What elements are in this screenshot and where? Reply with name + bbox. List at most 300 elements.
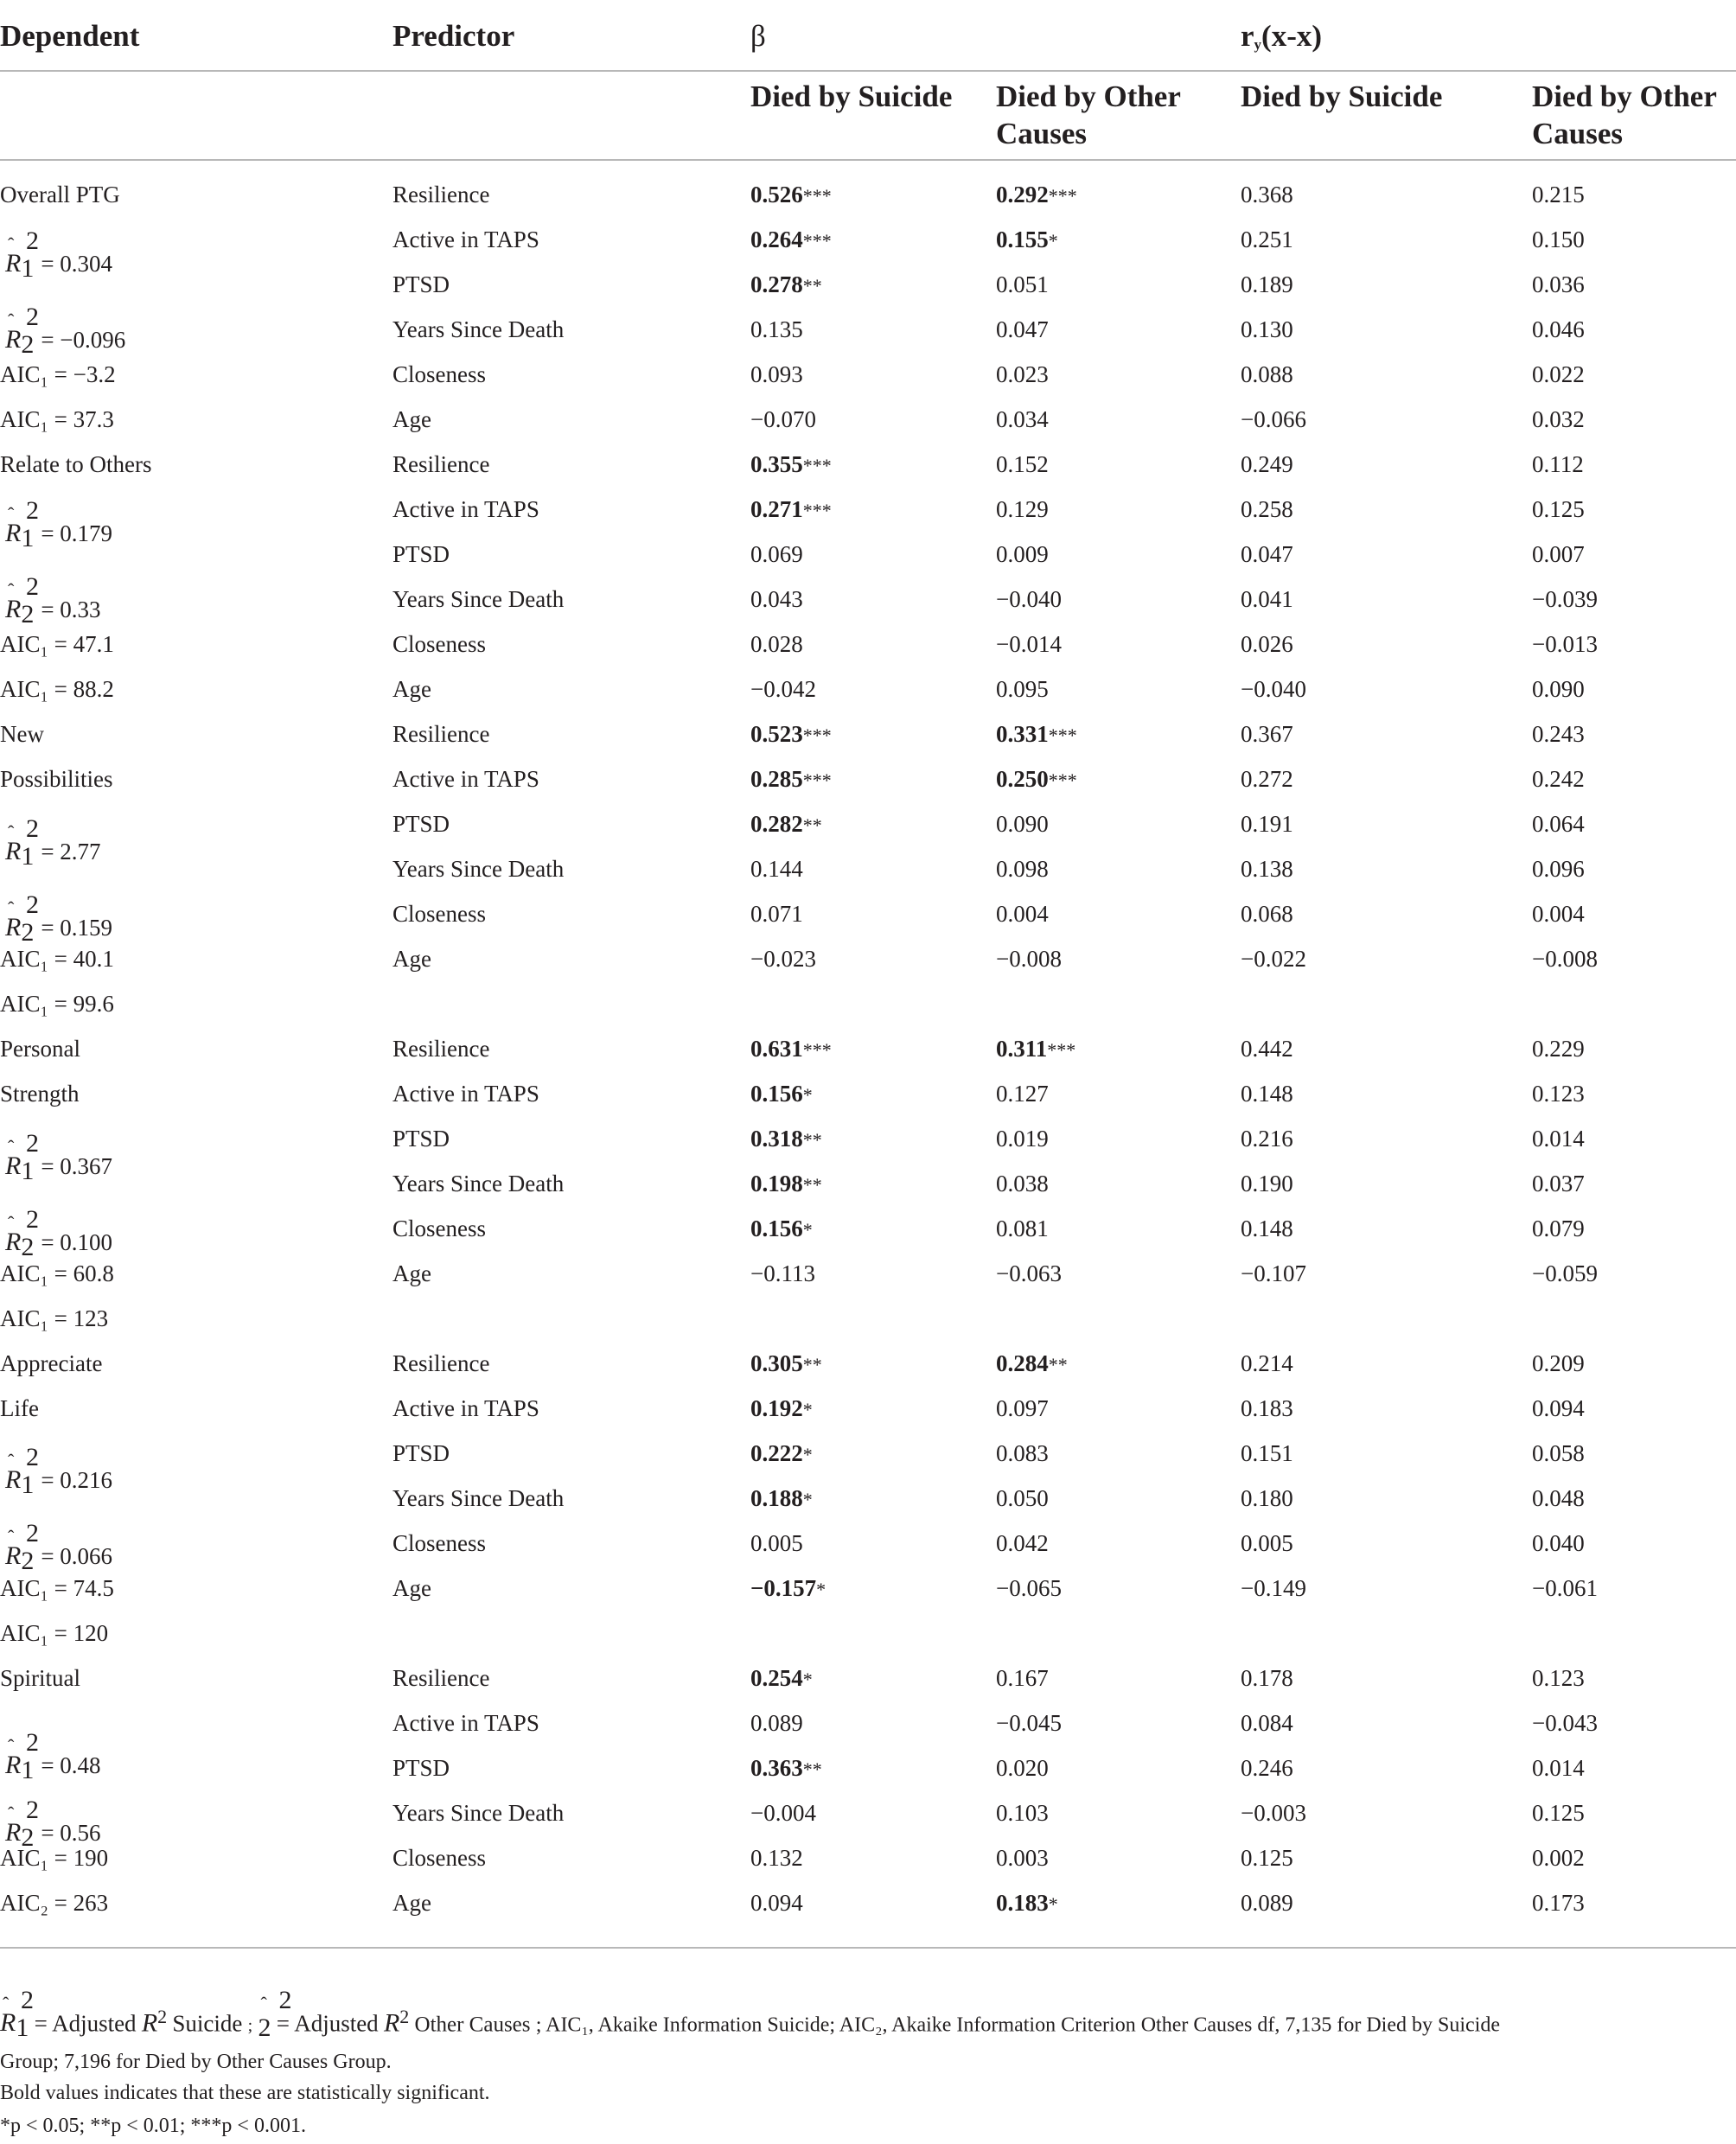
ry-suicide-cell: 0.047 (1241, 541, 1293, 567)
beta-value: −0.008 (996, 946, 1062, 972)
ry-suicide-cell: −0.149 (1241, 1575, 1306, 1601)
ry-suicide-cell: 0.190 (1241, 1171, 1293, 1196)
beta-value: 0.250 (996, 766, 1049, 792)
significance-stars: *** (802, 769, 832, 791)
ry-suicide-cell: 0.180 (1241, 1485, 1293, 1511)
beta-other-cell (996, 1442, 1049, 1465)
beta-value: 0.047 (996, 316, 1049, 342)
significance-stars: *** (802, 500, 832, 521)
beta-value: 0.284 (996, 1350, 1049, 1376)
significance-stars: * (802, 1489, 813, 1510)
predictor-cell: Resilience (393, 721, 490, 747)
ry-other-cell: −0.043 (1532, 1710, 1598, 1736)
beta-other-cell (996, 1712, 1062, 1735)
beta-suicide-cell (750, 1532, 803, 1555)
ry-other-cell: 0.090 (1532, 676, 1585, 702)
ry-suicide-cell: 0.368 (1241, 182, 1293, 207)
beta-suicide-cell (750, 1802, 816, 1825)
dependent-cell: AIC₁ = 40.1 (0, 946, 114, 972)
ry-other-cell: 0.002 (1532, 1845, 1585, 1871)
beta-value: 0.069 (750, 541, 803, 567)
dependent-cell: AIC₁ = 47.1 (0, 631, 114, 657)
beta-value: 0.132 (750, 1845, 803, 1871)
ry-other-cell: 0.014 (1532, 1755, 1585, 1781)
significance-stars: * (816, 1579, 827, 1600)
beta-other-cell (996, 543, 1049, 566)
predictor-cell: PTSD (393, 1755, 450, 1781)
dependent-cell: Life (0, 1395, 39, 1421)
header-ry-other-l1: Died by Other (1532, 80, 1717, 113)
significance-stars: *** (1047, 1039, 1076, 1061)
beta-value: 0.285 (750, 766, 803, 792)
beta-value: 0.081 (996, 1216, 1049, 1241)
beta-suicide-cell (750, 1352, 822, 1375)
dependent-cell: AIC₁ = 88.2 (0, 676, 114, 702)
predictor-cell: Resilience (393, 182, 490, 207)
beta-value: 0.028 (750, 631, 803, 657)
adjusted-r2-label: ˆ 2 R1 = 0.367 (5, 1129, 113, 1185)
dependent-cell: New (0, 721, 44, 747)
beta-other-cell (996, 1127, 1049, 1151)
significance-stars: *** (802, 185, 832, 207)
predictor-cell: Active in TAPS (393, 1710, 539, 1736)
beta-suicide-cell (750, 318, 803, 341)
dependent-cell: Appreciate (0, 1350, 103, 1376)
header-beta-other-l2: Causes (996, 117, 1088, 150)
ry-other-cell: 0.007 (1532, 541, 1585, 567)
ry-other-cell: −0.013 (1532, 631, 1598, 657)
beta-other-cell (996, 813, 1049, 836)
significance-stars: ** (802, 1758, 822, 1780)
predictor-cell: Closeness (393, 1530, 486, 1556)
predictor-cell: Closeness (393, 901, 486, 927)
beta-suicide-cell (750, 1757, 822, 1780)
beta-suicide-cell (750, 183, 832, 207)
significance-stars: * (802, 1669, 813, 1690)
header-rule-top (0, 70, 1736, 72)
significance-stars: * (1048, 230, 1058, 252)
beta-other-cell (996, 633, 1062, 656)
header-dependent: Dependent (0, 19, 140, 53)
beta-suicide-cell (750, 588, 803, 611)
beta-suicide-cell (750, 1037, 832, 1061)
dependent-cell: AIC₁ = 37.3 (0, 406, 114, 432)
beta-suicide-cell (750, 363, 803, 386)
ry-other-cell: 0.243 (1532, 721, 1585, 747)
ry-suicide-cell: 0.272 (1241, 766, 1293, 792)
beta-value: −0.113 (750, 1260, 815, 1286)
ry-other-cell: 0.173 (1532, 1890, 1585, 1916)
beta-value: −0.004 (750, 1800, 816, 1826)
beta-value: 0.282 (750, 811, 803, 837)
beta-other-cell (996, 228, 1058, 252)
predictor-cell: Closeness (393, 1216, 486, 1241)
significance-stars: ** (802, 1129, 822, 1151)
ry-other-cell: 0.004 (1532, 901, 1585, 927)
adjusted-r2-label: ˆ 2 R1 = 0.179 (5, 496, 113, 552)
beta-value: 0.331 (996, 721, 1049, 747)
header-ry: ry(x-x) (1241, 19, 1323, 53)
dependent-cell: Personal (0, 1036, 80, 1062)
header-rule-bottom (0, 159, 1522, 161)
beta-value: 0.129 (996, 496, 1049, 522)
beta-value: 0.038 (996, 1171, 1049, 1196)
ry-suicide-cell: 0.088 (1241, 361, 1293, 387)
beta-suicide-cell (750, 543, 803, 566)
beta-value: 0.042 (996, 1530, 1049, 1556)
beta-suicide-cell (750, 1262, 815, 1286)
predictor-cell: Resilience (393, 451, 490, 477)
ry-other-cell: 0.123 (1532, 1081, 1585, 1107)
header-beta-other-l1: Died by Other (996, 80, 1181, 113)
beta-other-cell (996, 768, 1077, 791)
beta-value: −0.063 (996, 1260, 1062, 1286)
predictor-cell: Active in TAPS (393, 766, 539, 792)
ry-suicide-cell: 0.041 (1241, 586, 1293, 612)
ry-other-cell: 0.096 (1532, 856, 1585, 882)
beta-value: −0.040 (996, 586, 1062, 612)
beta-other-cell (996, 498, 1049, 521)
significance-stars: * (802, 1399, 813, 1420)
beta-value: −0.045 (996, 1710, 1062, 1736)
predictor-cell: Active in TAPS (393, 1081, 539, 1107)
adjusted-r2-label: ˆ 2 R2 = 0.066 (5, 1519, 113, 1575)
significance-stars: * (1048, 1893, 1058, 1915)
ry-other-cell: 0.125 (1532, 1800, 1585, 1826)
beta-value: 0.363 (750, 1755, 803, 1781)
beta-other-cell (996, 1397, 1049, 1420)
ry-other-cell: 0.046 (1532, 316, 1585, 342)
predictor-cell: Resilience (393, 1350, 490, 1376)
beta-value: −0.042 (750, 676, 816, 702)
predictor-cell: Active in TAPS (393, 496, 539, 522)
predictor-cell: Active in TAPS (393, 227, 539, 252)
beta-suicide-cell (750, 273, 822, 297)
beta-suicide-cell (750, 948, 816, 971)
beta-value: 0.152 (996, 451, 1049, 477)
beta-suicide-cell (750, 1127, 822, 1151)
ry-suicide-cell: 0.249 (1241, 451, 1293, 477)
ry-suicide-cell: 0.068 (1241, 901, 1293, 927)
ry-other-cell: 0.209 (1532, 1350, 1585, 1376)
dependent-cell: AIC₁ = 190 (0, 1845, 109, 1871)
adjusted-r2-label: ˆ 2 R2 = 0.56 (5, 1796, 101, 1852)
ry-suicide-cell: 0.005 (1241, 1530, 1293, 1556)
adjusted-r2-label: ˆ 2 R2 = 0.33 (5, 572, 101, 629)
beta-value: 0.093 (750, 361, 803, 387)
adjusted-r2-label: ˆ 2 R2 = −0.096 (5, 303, 126, 359)
ry-suicide-cell: 0.178 (1241, 1665, 1293, 1691)
significance-stars: ** (1048, 1354, 1068, 1375)
ry-suicide-cell: 0.183 (1241, 1395, 1293, 1421)
ry-suicide-cell: 0.148 (1241, 1216, 1293, 1241)
ry-other-cell: 0.036 (1532, 271, 1585, 297)
beta-value: 0.523 (750, 721, 803, 747)
beta-value: −0.065 (996, 1575, 1062, 1601)
beta-suicide-cell (750, 768, 832, 791)
beta-value: 0.183 (996, 1890, 1049, 1916)
ry-other-cell: 0.125 (1532, 496, 1585, 522)
predictor-cell: Years Since Death (393, 316, 565, 342)
beta-value: 0.264 (750, 227, 803, 252)
predictor-cell: Years Since Death (393, 1171, 565, 1196)
beta-suicide-cell (750, 228, 832, 252)
significance-stars: ** (802, 814, 822, 836)
significance-stars: * (802, 1444, 813, 1465)
notes-line-2: Group; 7,196 for Died by Other Causes Group. (0, 2051, 392, 2073)
beta-other-cell (996, 1532, 1049, 1555)
dependent-cell: AIC₁ = −3.2 (0, 361, 116, 387)
ry-other-cell: 0.079 (1532, 1216, 1585, 1241)
dependent-cell: AIC₁ = 60.8 (0, 1260, 114, 1286)
ry-other-cell: 0.064 (1532, 811, 1585, 837)
beta-value: 0.156 (750, 1216, 803, 1241)
beta-other-cell (996, 1847, 1049, 1870)
beta-value: 0.051 (996, 271, 1049, 297)
predictor-cell: PTSD (393, 811, 450, 837)
predictor-cell: Closeness (393, 631, 486, 657)
beta-other-cell (996, 1802, 1049, 1825)
beta-other-cell (996, 588, 1062, 611)
ry-other-cell: −0.039 (1532, 586, 1598, 612)
beta-suicide-cell (750, 408, 816, 431)
ry-suicide-cell: 0.216 (1241, 1126, 1293, 1152)
beta-value: 0.135 (750, 316, 803, 342)
beta-other-cell (996, 1667, 1049, 1690)
ry-suicide-cell: 0.138 (1241, 856, 1293, 882)
predictor-cell: Years Since Death (393, 1800, 565, 1826)
predictor-cell: PTSD (393, 1440, 450, 1466)
beta-other-cell (996, 723, 1077, 746)
ry-suicide-cell: 0.251 (1241, 227, 1293, 252)
beta-value: 0.083 (996, 1440, 1049, 1466)
predictor-cell: Closeness (393, 361, 486, 387)
ry-other-cell: 0.032 (1532, 406, 1585, 432)
dependent-cell: AIC₁ = 74.5 (0, 1575, 114, 1601)
predictor-cell: Age (393, 1575, 431, 1601)
adjusted-r2-label: ˆ 2 R2 = 0.159 (5, 890, 113, 947)
ry-suicide-cell: −0.066 (1241, 406, 1306, 432)
beta-other-cell (996, 1757, 1049, 1780)
beta-value: 0.198 (750, 1171, 803, 1196)
predictor-cell: Years Since Death (393, 856, 565, 882)
beta-value: 0.192 (750, 1395, 803, 1421)
ry-suicide-cell: 0.130 (1241, 316, 1293, 342)
beta-value: 0.292 (996, 182, 1049, 207)
significance-stars: *** (1048, 769, 1077, 791)
table-bottom-rule (0, 1947, 1736, 1949)
ry-other-cell: 0.229 (1532, 1036, 1585, 1062)
beta-other-cell (996, 1082, 1049, 1106)
beta-other-cell (996, 408, 1049, 431)
beta-suicide-cell (750, 1667, 813, 1690)
ry-other-cell: 0.014 (1532, 1126, 1585, 1152)
ry-other-cell: 0.022 (1532, 361, 1585, 387)
beta-other-cell (996, 1262, 1062, 1286)
predictor-cell: Age (393, 406, 431, 432)
beta-value: 0.167 (996, 1665, 1049, 1691)
notes-line-4: *p < 0.05; **p < 0.01; ***p < 0.001. (0, 2115, 306, 2137)
beta-other-cell (996, 1352, 1068, 1375)
beta-value: 0.004 (996, 901, 1049, 927)
dependent-cell: Spiritual (0, 1665, 80, 1691)
beta-value: 0.631 (750, 1036, 803, 1062)
header-beta: β (750, 19, 766, 53)
significance-stars: ** (802, 275, 822, 297)
beta-suicide-cell (750, 858, 803, 881)
beta-suicide-cell (750, 1487, 813, 1510)
beta-value: 0.155 (996, 227, 1049, 252)
ry-suicide-cell: 0.246 (1241, 1755, 1293, 1781)
predictor-cell: PTSD (393, 271, 450, 297)
predictor-cell: Age (393, 946, 431, 972)
ry-suicide-cell: 0.026 (1241, 631, 1293, 657)
adjusted-r2-label: ˆ 2 R2 = 0.100 (5, 1205, 113, 1261)
predictor-cell: Age (393, 1260, 431, 1286)
beta-suicide-cell (750, 1172, 822, 1196)
beta-value: 0.095 (996, 676, 1049, 702)
beta-value: 0.222 (750, 1440, 803, 1466)
beta-other-cell (996, 948, 1062, 971)
beta-other-cell (996, 273, 1049, 297)
ry-suicide-cell: 0.214 (1241, 1350, 1293, 1376)
beta-suicide-cell (750, 813, 822, 836)
ry-other-cell: 0.123 (1532, 1665, 1585, 1691)
beta-suicide-cell (750, 1892, 803, 1915)
header-ry-other-l2: Causes (1532, 117, 1624, 150)
ry-suicide-cell: 0.367 (1241, 721, 1293, 747)
beta-other-cell (996, 453, 1049, 476)
significance-stars: *** (802, 455, 832, 476)
beta-other-cell (996, 1577, 1062, 1600)
beta-value: 0.043 (750, 586, 803, 612)
ry-other-cell: 0.094 (1532, 1395, 1585, 1421)
beta-other-cell (996, 1172, 1049, 1196)
ry-other-cell: 0.048 (1532, 1485, 1585, 1511)
ry-suicide-cell: −0.003 (1241, 1800, 1306, 1826)
beta-value: 0.144 (750, 856, 803, 882)
ry-suicide-cell: 0.089 (1241, 1890, 1293, 1916)
beta-value: 0.090 (996, 811, 1049, 837)
predictor-cell: PTSD (393, 1126, 450, 1152)
beta-value: −0.070 (750, 406, 816, 432)
ry-suicide-cell: −0.040 (1241, 676, 1306, 702)
ry-suicide-cell: 0.191 (1241, 811, 1293, 837)
beta-other-cell (996, 858, 1049, 881)
beta-value: 0.094 (750, 1890, 803, 1916)
dependent-cell: AIC₁ = 123 (0, 1305, 109, 1331)
significance-stars: *** (802, 1039, 832, 1061)
ry-suicide-cell: 0.189 (1241, 271, 1293, 297)
beta-suicide-cell (750, 633, 803, 656)
significance-stars: *** (1048, 185, 1077, 207)
adjusted-r2-label: ˆ 2 R1 = 0.216 (5, 1443, 113, 1499)
beta-suicide-cell (750, 498, 832, 521)
beta-value: 0.188 (750, 1485, 803, 1511)
dependent-cell: Possibilities (0, 766, 113, 792)
beta-suicide-cell (750, 1712, 803, 1735)
ry-other-cell: 0.037 (1532, 1171, 1585, 1196)
beta-other-cell (996, 1487, 1049, 1510)
ry-other-cell: 0.112 (1532, 451, 1584, 477)
predictor-cell: Age (393, 1890, 431, 1916)
header-rule-bottom-right (1522, 159, 1736, 161)
ry-other-cell: 0.040 (1532, 1530, 1585, 1556)
beta-value: 0.071 (750, 901, 803, 927)
header-predictor: Predictor (393, 19, 515, 53)
adjusted-r2-label: ˆ 2 R1 = 0.304 (5, 227, 113, 283)
significance-stars: *** (1048, 724, 1077, 746)
beta-value: 0.023 (996, 361, 1049, 387)
predictor-cell: Years Since Death (393, 586, 565, 612)
predictor-cell: Years Since Death (393, 1485, 565, 1511)
ry-suicide-cell: 0.258 (1241, 496, 1293, 522)
header-beta-suicide: Died by Suicide (750, 80, 953, 113)
significance-stars: *** (802, 724, 832, 746)
ry-other-cell: 0.215 (1532, 182, 1585, 207)
beta-other-cell (996, 363, 1049, 386)
dependent-cell: Relate to Others (0, 451, 152, 477)
beta-value: 0.305 (750, 1350, 803, 1376)
beta-value: 0.003 (996, 1845, 1049, 1871)
dependent-cell: Overall PTG (0, 182, 120, 207)
ry-suicide-cell: 0.084 (1241, 1710, 1293, 1736)
beta-value: 0.254 (750, 1665, 803, 1691)
adjusted-r2-label: ˆ 2 R1 = 2.77 (5, 814, 101, 871)
beta-value: −0.023 (750, 946, 816, 972)
beta-value: 0.019 (996, 1126, 1049, 1152)
beta-value: 0.050 (996, 1485, 1049, 1511)
beta-suicide-cell (750, 723, 832, 746)
beta-value: 0.355 (750, 451, 803, 477)
beta-value: 0.020 (996, 1755, 1049, 1781)
notes-line-3: Bold values indicates that these are statistically significant. (0, 2082, 490, 2104)
beta-value: 0.318 (750, 1126, 803, 1152)
beta-value: 0.089 (750, 1710, 803, 1736)
ry-suicide-cell: −0.022 (1241, 946, 1306, 972)
predictor-cell: Resilience (393, 1665, 490, 1691)
beta-value: 0.097 (996, 1395, 1049, 1421)
beta-other-cell (996, 183, 1077, 207)
beta-suicide-cell (750, 1082, 813, 1106)
dependent-cell: Strength (0, 1081, 80, 1107)
ry-other-cell: −0.008 (1532, 946, 1598, 972)
dependent-cell: AIC₁ = 120 (0, 1620, 109, 1646)
ry-suicide-cell: 0.442 (1241, 1036, 1293, 1062)
significance-stars: * (802, 1084, 813, 1106)
beta-value: 0.127 (996, 1081, 1049, 1107)
beta-value: 0.103 (996, 1800, 1049, 1826)
ry-other-cell: 0.058 (1532, 1440, 1585, 1466)
significance-stars: *** (802, 230, 832, 252)
ry-suicide-cell: −0.107 (1241, 1260, 1306, 1286)
beta-suicide-cell (750, 1847, 803, 1870)
ry-other-cell: 0.242 (1532, 766, 1585, 792)
beta-other-cell (996, 1217, 1049, 1241)
beta-other-cell (996, 1892, 1058, 1915)
beta-value: 0.526 (750, 182, 803, 207)
predictor-cell: Age (393, 676, 431, 702)
beta-suicide-cell (750, 453, 832, 476)
beta-suicide-cell (750, 1397, 813, 1420)
significance-stars: * (802, 1219, 813, 1241)
ry-other-cell: 0.150 (1532, 227, 1585, 252)
beta-suicide-cell (750, 903, 803, 926)
significance-stars: ** (802, 1354, 822, 1375)
beta-other-cell (996, 318, 1049, 341)
beta-suicide-cell (750, 1577, 826, 1600)
beta-other-cell (996, 903, 1049, 926)
